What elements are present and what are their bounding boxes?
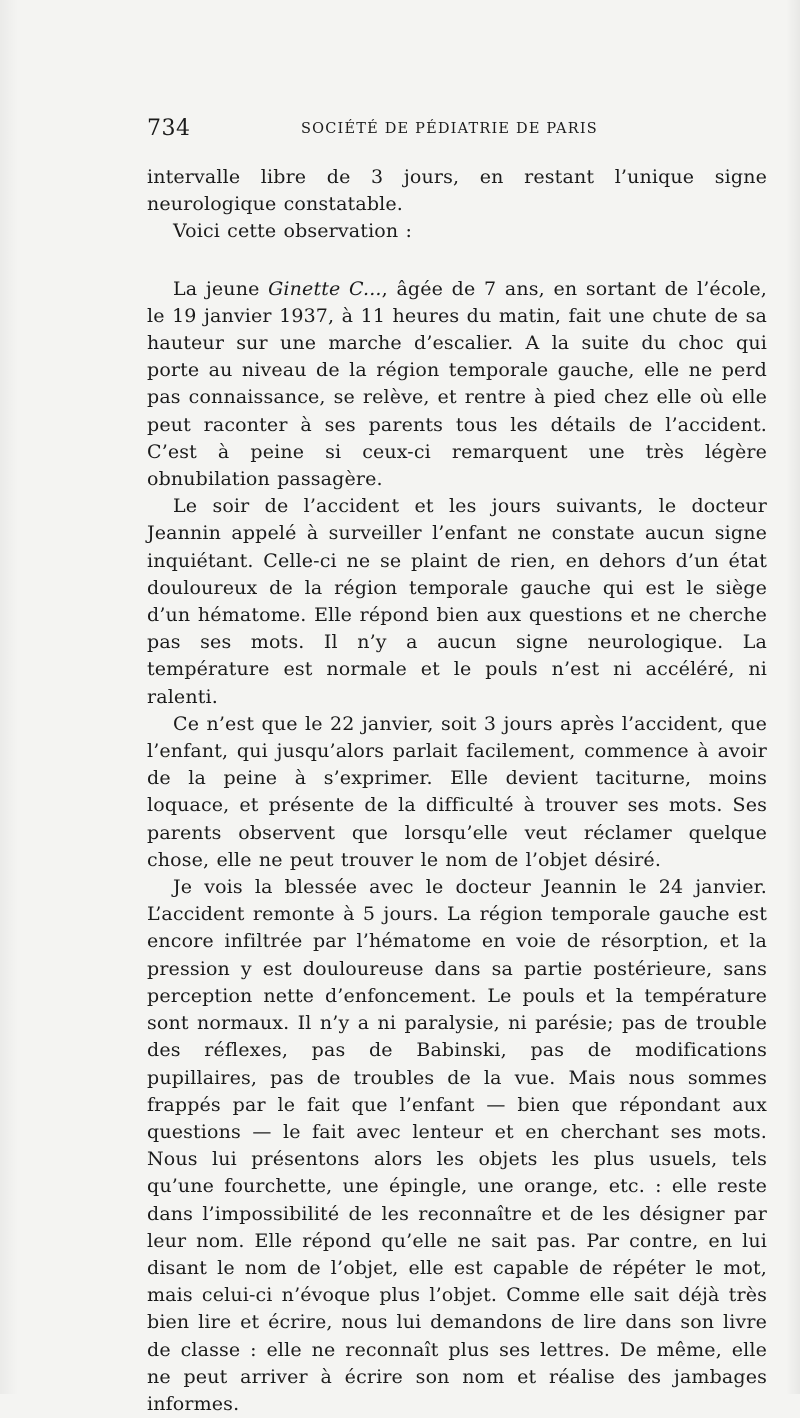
journal-title: SOCIÉTÉ DE PÉDIATRIE DE PARIS xyxy=(301,121,598,137)
paragraph-onset-symptoms: Ce n’est que le 22 janvier, soit 3 jours après l’accident, que l’enfant, qui jusqu’alors parlait facilement, commence à avoir de la peine à s’exprimer. Elle devient taciturne, moins loquace, et présente de la difficulté à trouver ses mots. Ses parents observent que lorsqu’elle veut réclamer quelque chose, elle ne peut trouver le nom de l’objet désiré. xyxy=(147,712,767,871)
paragraph-continuation: intervalle libre de 3 jours, en restant l’unique signe neurologique constatable. xyxy=(147,166,767,216)
patient-name: Ginette C... xyxy=(268,277,382,300)
page-number: 734 xyxy=(147,116,191,141)
case-intro-text: La jeune xyxy=(173,277,269,300)
article-body xyxy=(147,164,767,1418)
paragraph-evening-followup: Le soir de l’accident et les jours suivants, le docteur Jeannin appelé à surveiller l’enfant ne constate aucun signe inquiétant. Celle-ci ne se plaint de rien, en dehors d’un état douloureux de la région temporale gauche qui est le siège d’un hématome. Elle répond bien aux questions et ne cherche pas ses mots. Il n’y a aucun signe neurologique. La température est normale et le pouls n’est ni accéléré, ni ralenti. xyxy=(147,495,767,708)
case-rest-text: , âgée de 7 ans, en sortant de l’école, le 19 janvier 1937, à 11 heures du matin, fait une chute de sa hauteur sur une marche d’escalier. A la suite du choc qui porte au niveau de la région temporale gauche, elle ne perd pas connaissance, se relève, et rentre à pied chez elle où elle peut raconter à ses parents tous les détails de l’accident. C’est à peine si ceux-ci remarquent une très légère obnubilation passagère. xyxy=(147,277,767,491)
running-head xyxy=(147,116,627,144)
paragraph-examination: Je vois la blessée avec le docteur Jeannin le 24 janvier. L’accident remonte à 5 jours. La région temporale gauche est encore infiltrée par l’hématome en voie de résorption, et la pression y est douloureuse dans sa partie postérieure, sans perception nette d’enfoncement. Le pouls et la température sont normaux. Il n’y a ni paralysie, ni parésie; pas de trouble des réflexes, pas de Babinski, pas de modifications pupillaires, pas de troubles de la vue. Mais nous sommes frappés par le fait que l’enfant — bien que répondant aux questions — le fait avec lenteur et en cherchant ses mots. Nous lui présentons alors les objets les plus usuels, tels qu’une fourchette, une épingle, une orange, etc. : elle reste dans l’impossibilité de les reconnaître et de les désigner par leur nom. Elle répond qu’elle ne sait pas. Par contre, en lui disant le nom de l’objet, elle est capable de répéter le mot, mais celui-ci n’évoque plus l’objet. Comme elle sait déjà très bien lire et écrire, nous lui demandons de lire dans son livre de classe : elle ne reconnaît plus ses lettres. De même, elle ne peut arriver à écrire son nom et réalise des jambages informes. xyxy=(147,876,767,1415)
paragraph-case-description xyxy=(147,276,767,494)
paragraph-observation-intro: Voici cette observation : xyxy=(173,220,413,243)
